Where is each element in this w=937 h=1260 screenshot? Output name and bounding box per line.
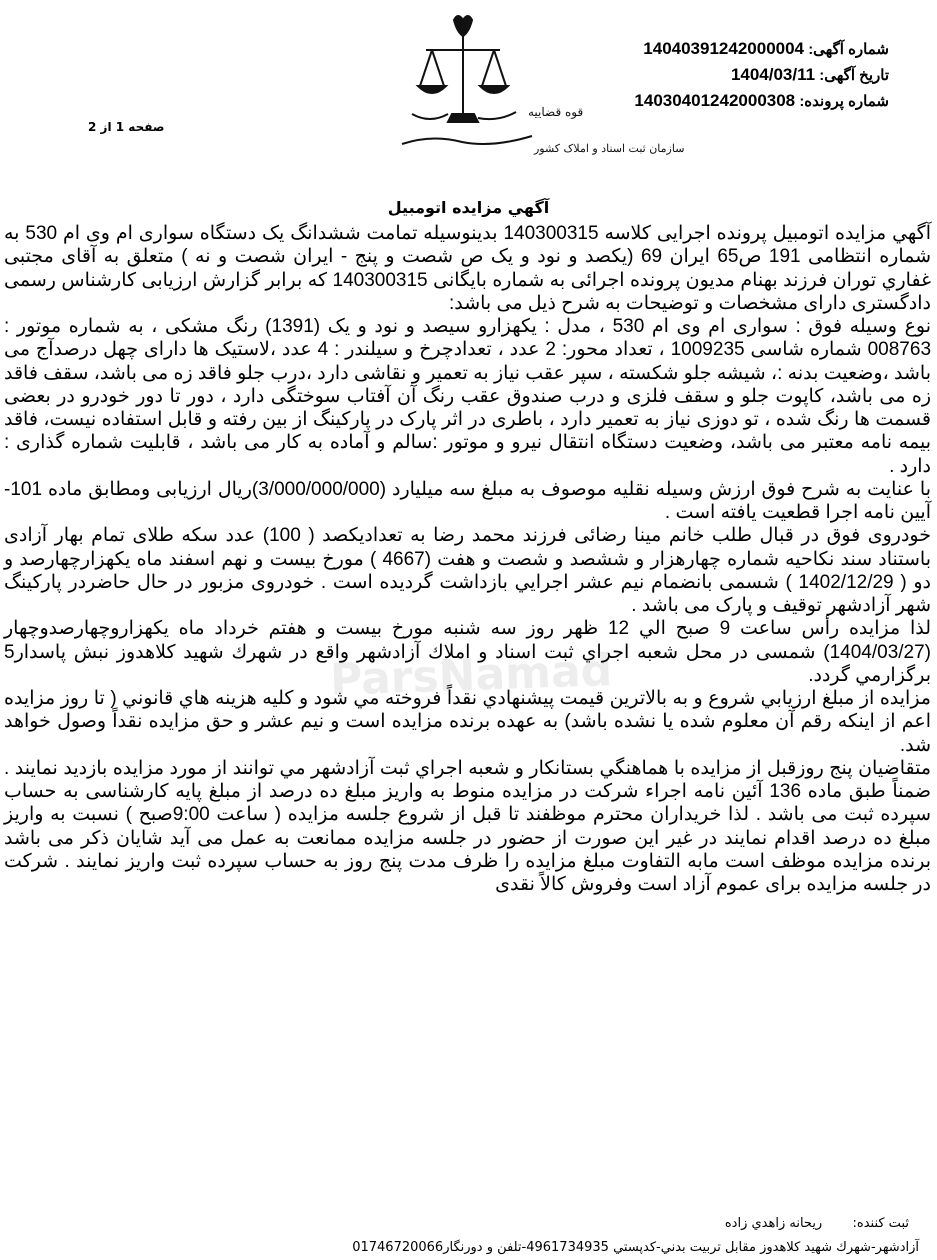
file-number-label: شماره پرونده: [799, 93, 889, 110]
ad-number: 14040391242000004 [643, 39, 805, 58]
page-indicator: صفحه 1 از 2 [88, 120, 165, 134]
registrar-label: ثبت کننده: [852, 1216, 909, 1231]
paragraph-valuation: با عنایت به شرح فوق ارزش وسیله نقلیه موصوف به مبلغ سه میلیارد (3/000/000/000)ریال ارزیابی ومطابق ماده 101-آیین نامه اجرا قطعیت یافته است . [4, 478, 932, 523]
paragraph-auction-terms: مزايده از مبلغ ارزيابي شروع و به بالاترين قيمت پيشنهادي نقداً فروخته مي شود و كليه هزينه هاي قانوني ( تا روز مزايده اعم از اينكه رقم آن معلوم شده يا نشده باشد) به عهده برنده مزايده است و نيم عشر و حق مزايده نقداً وصول خواهد شد. [4, 688, 931, 756]
notice-metadata [634, 36, 889, 114]
registrar-name: ریحانه زاهدي زاده [724, 1216, 823, 1231]
ad-date: 1404/03/11 [730, 65, 816, 84]
ad-date-row [634, 62, 889, 88]
notice-body [4, 222, 931, 896]
paragraph-participation: متقاضيان پنج روزقبل از مزايده با هماهنگي بستانكار و شعبه اجراي ثبت آزادشهر مي توانند از مورد مزايده بازديد نمايند . ضمناً طبق ماده 136 آئین نامه اجراء شرکت در مزایده منوط به واریز مبلغ ده درصد از مبلغ پایه کارشناسی به حساب سپرده ثبت می باشد . لذا خریداران محترم موظفند تا قبل از شروع جلسه مزایده ( ساعت 9:00صبح ) نسبت به واریز مبلغ ده درصد اقدام نمایند در غیر این صورت از حضور در جلسه مزایده ممانعت به عمل می آید شایان ذکر می باشد برنده مزایده موظف است مابه التفاوت مبلغ مزایده را ظرف مدت پنج روز به حساب سپرده ثبت واریز نمایند . شرکت در جلسه مزایده برای عموم آزاد است وفروش کالاً نقدی [4, 757, 932, 895]
ad-number-label: شماره آگهی: [808, 41, 889, 58]
watermark-text: ParsNamad [329, 645, 614, 706]
notice-title: آگهي مزايده اتومبيل [387, 198, 550, 217]
file-number-row [634, 88, 889, 114]
emblem-text-judiciary: قوه قضاییه [528, 105, 584, 119]
emblem-text-organization: سازمان ثبت اسناد و املاک کشور [534, 142, 685, 155]
office-address: آزادشهر-شهرك شهيد كلاهدوز مقابل تربيت بدني-كدپستي 4961734935-تلفن و دورنگار01746720066 [352, 1240, 919, 1255]
paragraph-seizure: خودروی فوق در قبال طلب خانم مینا رضائی فرزند محمد رضا به تعدادیکصد ( 100) عدد سکه طلای تمام بهار آزادی باستناد سند نکاحیه شماره چهارهزار و ششصد و شصت و هفت (4667 ) مورخ بیست و نهم اسفند ماه یکهزارچهارصد و دو ( 1402/12/29 ) شسمی بانضمام نیم عشر اجرايي بازداشت گردیده است . خودروی مزبور در حال حاضردر پارکینگ شهر آزادشهر توقیف و پارک می باشد . [4, 525, 931, 616]
file-number: 14030401242000308 [634, 91, 796, 110]
paragraph-intro: آگهي مزايده اتومبيل پرونده اجرایی کلاسه 140300315 بدينوسيله تمامت ششدانگ یک دستگاه سواری ام وی ام 530 به شماره انتظامی 191 ص65 ایران 69 (یکصد و نود و یک ص شصت و پنج - ایران شصت و نه ) متعلق به آقای مجتبی غفاري توران فرزند بهنام مدیون پرونده اجرائی به شماره بایگانی 140300315 که برابر گزارش ارزیابی کارشناس رسمی دادگستری دارای مشخصات و توضیحات به شرح ذیل می باشد: [4, 223, 932, 314]
judiciary-scales-emblem-icon [382, 6, 685, 156]
registrar-line [725, 1216, 909, 1231]
paragraph-auction-time: لذا مزايده رأس ساعت 9 صبح الي 12 ظهر روز سه شنبه مورخ بیست و هفتم خرداد ماه یکهزاروچهارصدوچهار (1404/03/27) شمسی در محل شعبه اجراي ثبت اسناد و املاك آزادشهر واقع در شهرك شهيد كلاهدوز نبش پاسدار5 برگزارمي گردد. [4, 618, 931, 686]
ad-number-row [634, 36, 889, 62]
ad-date-label: تاریخ آگهی: [819, 67, 889, 84]
paragraph-vehicle-specs: نوع وسیله فوق : سواری ام وی ام 530 ، مدل : یکهزارو سیصد و نود و یک (1391) رنگ مشکی ، به شماره موتور : 008763 شماره شاسی 1009235 ، تعداد محور: 2 عدد ، تعدادچرخ و سیلندر : 4 عدد ،لاستیک ها دارای چهل درصدآج می باشد ،وضعیت بدنه :، شیشه جلو شکسته ، سپر عقب نیاز به تعمیر و نقاشی دارد ،درب جلو فاقد زه می باشد، سقف فاقد زه می باشد، کاپوت جلو و سقف فلزی و درب صندوق عقب رنگ آن آفتاب سوختگی دارد ، دور تا دور خودرو در بعضی قسمت ها رنگ شده ، تو دوزی نیاز به تعمیر دارد ، باطری در اثر پارک در پارکینگ از بین رفته و قابل استفاده نیست، فاقد بیمه نامه معتبر می باشد، وضعیت دستگاه انتقال نیرو و موتور :سالم و آماده به کار می باشد ، قابلیت شماره گذاری : دارد . [4, 316, 932, 477]
